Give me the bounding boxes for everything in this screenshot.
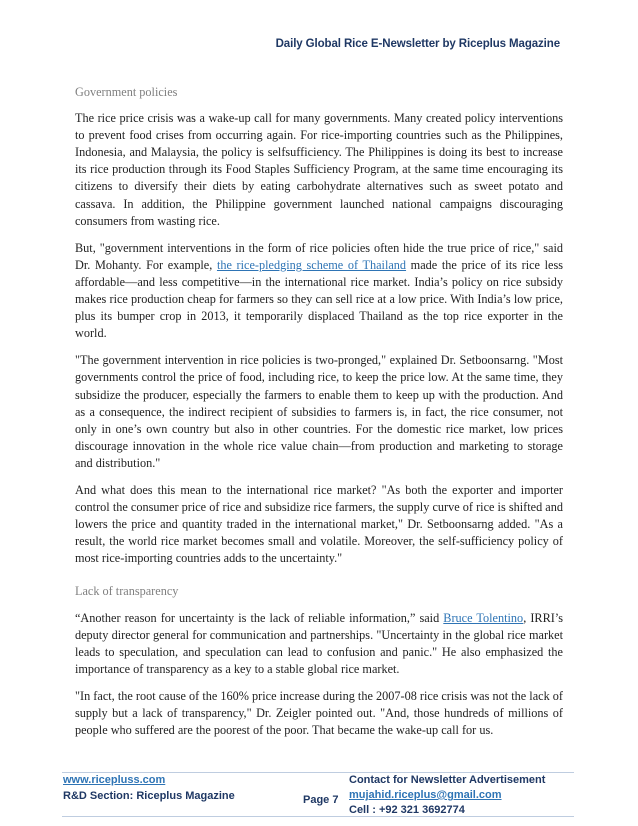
- bruce-tolentino-link[interactable]: Bruce Tolentino: [443, 610, 524, 625]
- paragraph-text: , IRRI’s deputy director general for communication and partnerships. "Uncertainty in the global rice market leads to speculation, and speculation can lead to confusion and panic." He also emphasized the importance of transparency as a key to a stable global rice market.: [75, 610, 563, 676]
- section-heading-lack-of-transparency: Lack of transparency: [75, 584, 179, 599]
- paragraph: [75, 240, 563, 343]
- newsletter-header: Daily Global Rice E-Newsletter by Riceplus Magazine: [275, 38, 560, 50]
- article-body: [75, 84, 563, 749]
- paragraph: [75, 610, 563, 678]
- paragraph: And what does this mean to the international rice market? "As both the exporter and importer control the consumer price of rice and subsidize rice farmers, the supply curve of rice is shifted and lowers the price and quantity traded in the international market," Dr. Setboonsarng added. "As a result, the world rice market becomes small and volatile. Moreover, the self-sufficiency policy of most rice-importing countries adds to the uncertainty.": [75, 482, 563, 566]
- contact-email-link[interactable]: mujahid.riceplus@gmail.com: [349, 789, 502, 801]
- paragraph-text: made the price of its rice less affordable—and less competitive—in the international rice market. India’s policy on rice subsidy makes rice production cheap for farmers so they can sell rice at a low price. With India’s low price, plus its bumper crop in 2013, it temporarily displaced Thailand as the top rice exporter in the world.: [75, 257, 564, 341]
- footer-left: [63, 773, 235, 804]
- section-heading-government-policies: Government policies: [75, 85, 178, 99]
- contact-title: Contact for Newsletter Advertisement: [349, 774, 546, 786]
- paragraph-text: “Another reason for uncertainty is the lack of reliable information,” said: [75, 610, 444, 625]
- paragraph: "In fact, the root cause of the 160% price increase during the 2007-08 rice crisis was not the lack of supply but a lack of transparency," Dr. Zeigler pointed out. "And, those hundreds of millions of people who suffered are the poorest of the poor. That became the wake-up call for us.: [75, 688, 563, 738]
- paragraph: The rice price crisis was a wake-up call for many governments. Many created policy interventions to prevent food crises from occurring again. For rice-importing countries such as the Philippines, Indonesia, and Malaysia, the policy is selfsufficiency. The Philippines is doing its best to increase its rice production through its Food Staples Sufficiency Program, at the same time encouraging its citizens to diversify their diets by eating carbohydrate alternatives such as sweet potato and cassava. In addition, the Philippine government launched national campaigns discouraging consumers from wasting rice.: [75, 111, 563, 228]
- paragraph: "The government intervention in rice policies is two-pronged," explained Dr. Setboonsarng. "Most governments control the price of food, including rice, to keep the price low. At the same time, they subsidize the producer, especially the farmers to enable them to keep up with the production. And as a consequence, the indirect recipient of subsidies to farmers is, in fact, the rice consumer, not only in one’s own country but also in other countries. For the domestic rice market, low prices discourage innovation in the whole rice value chain—from production and marketing to storage and distribution.": [75, 353, 563, 470]
- paragraph-text: But, "government interventions in the form of rice policies often hide the true price of rice," said Dr. Mohanty. For example,: [75, 240, 563, 272]
- footer-section-label: R&D Section: Riceplus Magazine: [63, 790, 235, 802]
- footer-contact: [349, 773, 545, 818]
- rice-pledging-scheme-link[interactable]: the rice-pledging scheme of Thailand: [216, 257, 407, 272]
- footer-divider-bottom: [62, 816, 574, 817]
- contact-cell: Cell : +92 321 3692774: [349, 804, 465, 816]
- website-link[interactable]: www.ricepluss.com: [63, 774, 166, 786]
- page-number: Page 7: [303, 794, 339, 806]
